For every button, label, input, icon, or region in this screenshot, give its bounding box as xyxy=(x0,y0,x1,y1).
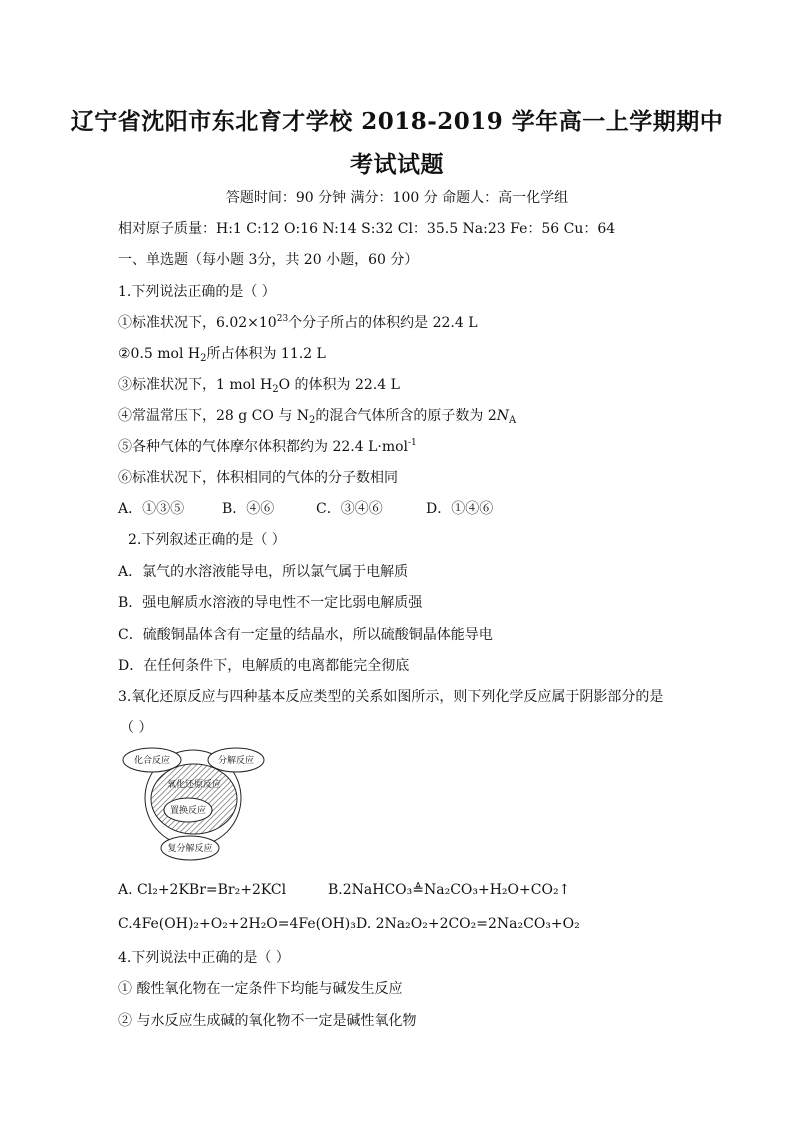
q1-statement-1 xyxy=(118,312,478,332)
label-displacement: 置换反应 xyxy=(169,806,207,816)
q3-option-d[interactable]: D. 2Na₂O₂+2CO₂=2Na₂CO₃+O₂ xyxy=(356,916,580,932)
exam-meta: 答题时间：90 分钟 满分：100 分 命题人：高一化学组 xyxy=(225,190,569,206)
atomic-mass-line: 相对原子质量：H:1 C:12 O:16 N:14 S:32 Cl：35.5 Na:23 Fe：56 Cu：64 xyxy=(118,221,616,237)
q2-option-a[interactable]: A．氯气的水溶液能导电，所以氯气属于电解质 xyxy=(118,564,409,580)
label-double: 复分解反应 xyxy=(167,844,213,854)
q1-s4-text-b: 的混合气体所含的原子数为 2 xyxy=(315,408,497,424)
q2-option-b[interactable]: B．强电解质水溶液的导电性不一定比弱电解质强 xyxy=(118,595,423,611)
q1-option-b[interactable]: B．④⑥ xyxy=(222,501,275,517)
q3-option-b[interactable]: B.2NaHCO₃≜Na₂CO₃+H₂O+CO₂↑ xyxy=(328,882,571,898)
q1-option-d[interactable]: D．①④⑥ xyxy=(426,501,494,517)
q1-s4-na: N xyxy=(496,408,510,424)
q1-s2-text: ②0.5 mol H xyxy=(118,346,201,362)
q1-s1-text-b: 个分子所占的体积约是 22.4 L xyxy=(288,315,478,331)
exam-title-line2: 考试试题 xyxy=(350,151,444,178)
q1-statement-6: ⑥标准状况下，体积相同的气体的分子数相同 xyxy=(118,470,398,486)
q1-s5-sup: -1 xyxy=(408,438,417,448)
q1-s1-sup: 23 xyxy=(276,314,289,324)
q1-option-a[interactable]: A．①③⑤ xyxy=(118,501,185,517)
q1-options xyxy=(118,498,493,518)
q1-s2-text-b: 所占体积为 11.2 L xyxy=(206,346,326,362)
label-combination: 化合反应 xyxy=(133,756,171,766)
q3-stem-paren: （ ） xyxy=(120,720,153,736)
q1-s4-na-sub: A xyxy=(509,415,517,426)
label-decomposition: 分解反应 xyxy=(217,756,255,766)
q4-statement-2: ② 与水反应生成碱的氧化物不一定是碱性氧化物 xyxy=(118,1013,417,1029)
q1-statement-2 xyxy=(118,343,326,364)
exam-title-line1: 辽宁省沈阳市东北育才学校 2018-2019 学年高一上学期期中 xyxy=(70,108,724,135)
q1-s2-sub: 2 xyxy=(200,353,207,364)
q1-s4-sub: 2 xyxy=(309,415,316,426)
q1-option-c[interactable]: C．③④⑥ xyxy=(316,501,383,517)
q1-s5-text: ⑤各种气体的气体摩尔体积都约为 22.4 L·mol xyxy=(118,439,409,455)
q2-option-d[interactable]: D．在任何条件下，电解质的电离都能完全彻底 xyxy=(118,658,410,674)
q4-stem: 4.下列说法中正确的是（ ） xyxy=(118,950,290,966)
q3-option-a[interactable]: A. Cl₂+2KBr=Br₂+2KCl xyxy=(118,882,287,898)
q1-s3-text-b: O 的体积为 22.4 L xyxy=(278,377,400,393)
q4-statement-1: ① 酸性氧化物在一定条件下均能与碱发生反应 xyxy=(118,981,403,997)
label-redox: 氧化还原反应 xyxy=(166,780,222,790)
q3-venn-diagram xyxy=(118,741,270,863)
q1-s1-text: ①标准状况下，6.02×10 xyxy=(118,315,277,331)
q1-statement-3 xyxy=(118,374,400,395)
q1-statement-4 xyxy=(118,405,516,426)
section-title: 一、单选题（每小题 3分，共 20 小题，60 分） xyxy=(118,252,419,268)
q1-s4-text: ④常温常压下，28 g CO 与 N xyxy=(118,408,310,424)
q3-option-c[interactable]: C.4Fe(OH)₂+O₂+2H₂O=4Fe(OH)₃ xyxy=(118,916,356,932)
q1-s3-text: ③标准状况下，1 mol H xyxy=(118,377,273,393)
q1-stem: 1.下列说法正确的是（ ） xyxy=(118,284,276,300)
q3-stem: 3.氧化还原反应与四种基本反应类型的关系如图所示，则下列化学反应属于阴影部分的是 xyxy=(118,689,664,705)
q2-stem: 2.下列叙述正确的是（ ） xyxy=(128,532,286,548)
q1-s3-sub: 2 xyxy=(272,384,279,395)
q2-option-c[interactable]: C．硫酸铜晶体含有一定量的结晶水，所以硫酸铜晶体能导电 xyxy=(118,627,493,643)
q1-statement-5 xyxy=(118,436,417,456)
